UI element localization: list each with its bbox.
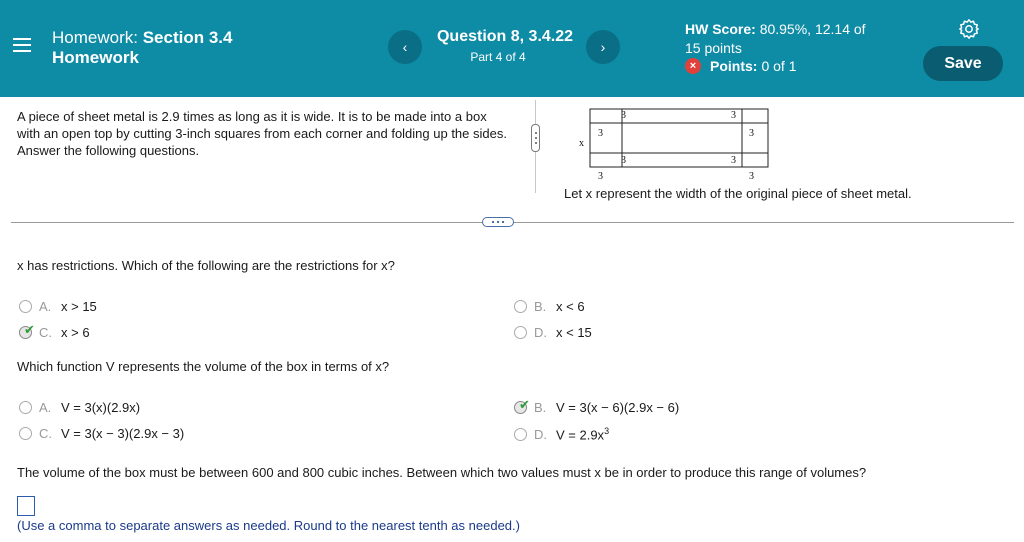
- option-text: V = 3(x − 3)(2.9x − 3): [61, 426, 185, 441]
- question-points: [685, 58, 796, 74]
- radio-button-selected[interactable]: [19, 322, 35, 339]
- problem-statement: A piece of sheet metal is 2.9 times as long as it is wide. It is to be made into a box with an open top by cutting 3-inch squares from each corner and folding up the sides. Answer the following questions.: [17, 109, 507, 158]
- option-text: x > 15: [61, 299, 97, 314]
- option-letter: A.: [39, 299, 52, 314]
- previous-question-button[interactable]: ‹: [388, 30, 422, 64]
- option-letter: A.: [39, 400, 52, 415]
- q1-option-c[interactable]: [19, 322, 90, 340]
- diagram-label-x: x: [579, 138, 584, 149]
- question-3-prompt: The volume of the box must be between 600 and 800 cubic inches. Between which two values must x be in order to produce this range of volumes?: [17, 465, 867, 480]
- q2-option-b[interactable]: [514, 397, 680, 415]
- save-button[interactable]: Save: [923, 46, 1003, 81]
- q2-option-d[interactable]: [514, 426, 609, 442]
- sheet-metal-diagram: [575, 106, 775, 186]
- question-1-prompt: x has restrictions. Which of the following are the restrictions for x?: [17, 258, 395, 273]
- incorrect-icon: ×: [685, 58, 701, 74]
- radio-button[interactable]: [19, 300, 32, 313]
- q1-option-b[interactable]: [514, 299, 585, 314]
- option-letter: C.: [39, 426, 52, 441]
- hw-score: [685, 20, 866, 58]
- option-letter: D.: [534, 426, 547, 442]
- answer-input[interactable]: [17, 496, 35, 516]
- diagram-caption: Let x represent the width of the original piece of sheet metal.: [564, 186, 912, 201]
- option-letter: D.: [534, 325, 547, 340]
- option-text-main: V = 2.9x: [556, 427, 605, 443]
- correct-check-icon: ✔: [519, 397, 530, 412]
- homework-title: [52, 28, 232, 68]
- radio-button[interactable]: [19, 427, 32, 440]
- score-value: 80.95%, 12.14 of: [759, 21, 866, 37]
- diagram-label-3: 3: [749, 171, 754, 182]
- option-letter: C.: [39, 325, 52, 340]
- horizontal-resize-handle[interactable]: [482, 217, 514, 227]
- option-text: x > 6: [61, 325, 90, 340]
- next-question-button[interactable]: ›: [586, 30, 620, 64]
- hw-section: Section 3.4: [142, 28, 233, 47]
- option-letter: B.: [534, 299, 547, 314]
- option-text: [556, 426, 609, 442]
- points-label: Points:: [710, 58, 758, 74]
- diagram-label-3: 3: [598, 128, 603, 139]
- diagram-label-3: 3: [621, 110, 626, 121]
- diagram-label-3: 3: [731, 110, 736, 121]
- q2-option-a[interactable]: [19, 400, 140, 415]
- top-bar: [0, 0, 1024, 97]
- score-label: HW Score:: [685, 21, 756, 37]
- q1-option-a[interactable]: [19, 299, 97, 314]
- radio-button[interactable]: [514, 326, 527, 339]
- diagram-label-3: 3: [598, 171, 603, 182]
- question-2-prompt: Which function V represents the volume of the box in terms of x?: [17, 359, 390, 374]
- diagram-label-3: 3: [621, 155, 626, 166]
- radio-button[interactable]: [514, 428, 527, 441]
- radio-button[interactable]: [514, 300, 527, 313]
- hw-prefix: Homework:: [52, 28, 138, 47]
- radio-button-selected[interactable]: [514, 397, 530, 414]
- q2-option-c[interactable]: [19, 426, 184, 441]
- option-text: x < 6: [556, 299, 585, 314]
- question-title: Question 8, 3.4.22: [436, 28, 574, 45]
- settings-gear-icon[interactable]: [958, 18, 980, 40]
- option-text: x < 15: [556, 325, 592, 340]
- question-part: Part 4 of 4: [470, 50, 526, 64]
- q1-option-d[interactable]: [514, 325, 592, 340]
- option-text: V = 3(x)(2.9x): [61, 400, 141, 415]
- option-exponent: 3: [604, 426, 610, 436]
- points-value: 0 of 1: [761, 58, 797, 74]
- answer-hint: (Use a comma to separate answers as needed. Round to the nearest tenth as needed.): [17, 518, 520, 533]
- vertical-resize-handle[interactable]: [531, 124, 540, 152]
- diagram-label-3: 3: [731, 155, 736, 166]
- menu-icon[interactable]: [13, 37, 31, 53]
- radio-button[interactable]: [19, 401, 32, 414]
- correct-check-icon: ✔: [24, 322, 35, 337]
- option-letter: B.: [534, 400, 547, 415]
- score-points: 15 points: [685, 40, 742, 56]
- hw-type: Homework: [52, 48, 139, 67]
- option-text: V = 3(x − 6)(2.9x − 6): [556, 400, 680, 415]
- diagram-label-3: 3: [749, 128, 754, 139]
